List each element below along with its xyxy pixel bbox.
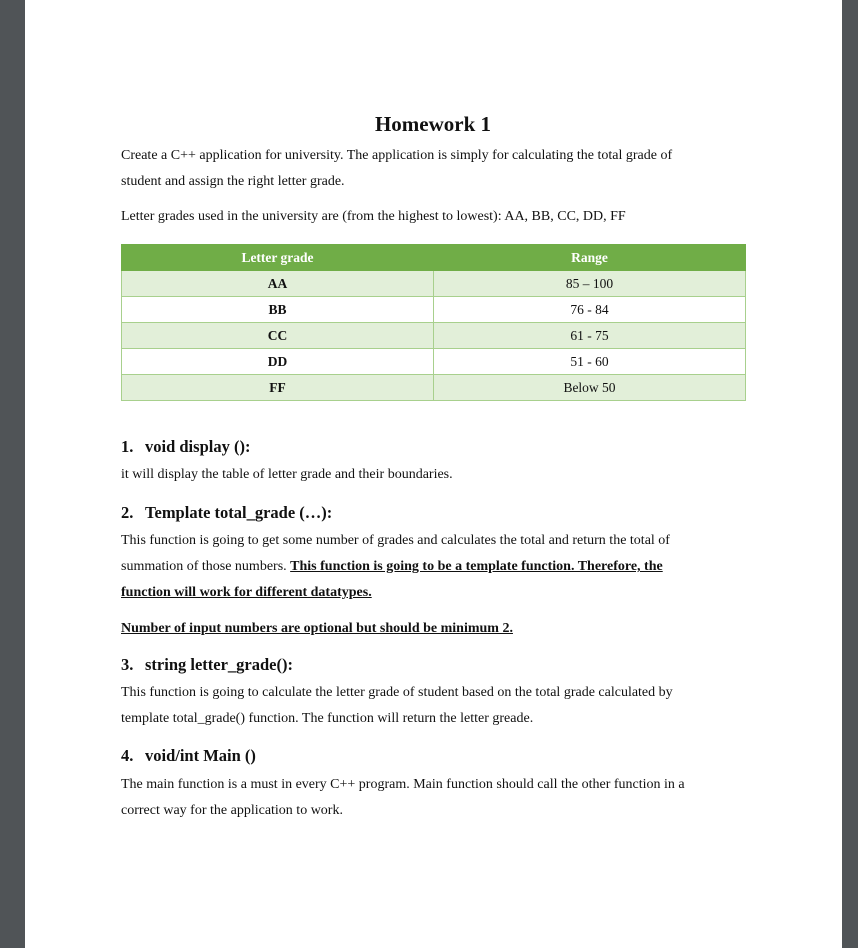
table-row — [122, 349, 746, 375]
intro-line-1: Create a C++ application for university. The application is simply for calculating the total grade of — [121, 148, 673, 163]
letter-cell: FF — [122, 375, 434, 401]
table-row — [122, 375, 746, 401]
section-4-body — [121, 772, 721, 824]
section-2-line-2 — [121, 554, 721, 580]
section-4-title: void/int Main () — [145, 746, 256, 765]
header-letter-grade: Letter grade — [122, 245, 434, 271]
section-1-number: 1. — [121, 437, 134, 456]
document-page — [25, 0, 842, 948]
table-row — [122, 271, 746, 297]
section-3-body — [121, 680, 721, 732]
intro-paragraph — [121, 143, 721, 195]
section-2-line-2-plain: summation of those numbers. — [121, 559, 291, 574]
letters-paragraph: Letter grades used in the university are (from the highest to lowest): AA, BB, CC, DD, FF — [121, 209, 626, 224]
section-2-title: Template total_grade (…): — [145, 503, 333, 522]
section-2-line-2-bold: This function is going to be a template function. Therefore, the — [290, 559, 663, 574]
section-2-body — [121, 528, 721, 606]
letter-cell: DD — [122, 349, 434, 375]
section-4-heading — [121, 745, 256, 767]
section-1-heading — [121, 436, 250, 458]
letter-cell: AA — [122, 271, 434, 297]
table-row — [122, 297, 746, 323]
section-3-number: 3. — [121, 655, 134, 674]
section-2-heading — [121, 502, 332, 524]
range-cell: Below 50 — [434, 375, 746, 401]
letter-cell: CC — [122, 323, 434, 349]
letter-grade-table — [121, 244, 746, 401]
section-3-heading — [121, 654, 293, 676]
letter-cell: BB — [122, 297, 434, 323]
section-1-title: void display (): — [145, 437, 251, 456]
section-4-line-2: correct way for the application to work. — [121, 803, 343, 818]
header-range: Range — [434, 245, 746, 271]
page-title: Homework 1 — [374, 112, 492, 136]
range-cell: 85 – 100 — [434, 271, 746, 297]
range-cell: 76 - 84 — [434, 297, 746, 323]
section-1-body: it will display the table of letter grade and their boundaries. — [121, 467, 453, 482]
table-header-row — [122, 245, 746, 271]
section-4-line-1: The main function is a must in every C++ program. Main function should call the other function in a — [121, 777, 685, 792]
section-3-line-1: This function is going to calculate the letter grade of student based on the total grade calculated by — [121, 685, 673, 700]
section-2-note: Number of input numbers are optional but should be minimum 2. — [121, 621, 513, 636]
range-cell: 61 - 75 — [434, 323, 746, 349]
section-2-line-3: function will work for different datatypes. — [121, 585, 372, 600]
section-4-number: 4. — [121, 746, 134, 765]
section-3-line-2: template total_grade() function. The function will return the letter greade. — [121, 711, 534, 726]
section-2-line-1: This function is going to get some number of grades and calculates the total and return the total of — [121, 533, 670, 548]
section-3-title: string letter_grade(): — [145, 655, 293, 674]
section-2-number: 2. — [121, 503, 134, 522]
range-cell: 51 - 60 — [434, 349, 746, 375]
intro-line-2: student and assign the right letter grade. — [121, 174, 345, 189]
table-row — [122, 323, 746, 349]
